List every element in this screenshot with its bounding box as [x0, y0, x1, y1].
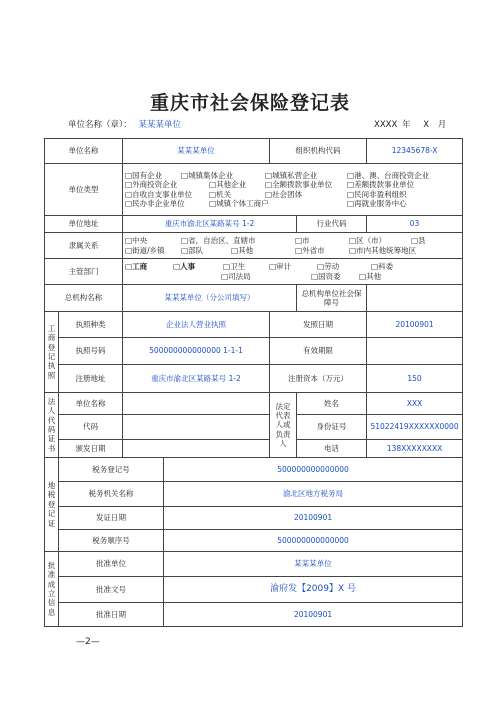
cert-date-value[interactable] [123, 440, 270, 458]
valid-period-label: 有效期限 [270, 338, 367, 365]
affiliation-option[interactable]: □外省市 [295, 245, 325, 255]
license-no-value[interactable]: 500000000000000 1-1-1 [123, 338, 270, 365]
affiliation-option[interactable]: □省，自治区、直辖市 [181, 236, 256, 246]
issue-date-label: 发照日期 [270, 312, 367, 338]
unit-type-option[interactable]: □城镇集体企业 [181, 170, 234, 180]
tax-seq-label: 税务顺序号 [59, 530, 164, 552]
id-number-value[interactable]: 51022419XXXXXX0000 [367, 415, 463, 440]
address-value[interactable]: 重庆市渝北区某路某号 1-2 [123, 216, 297, 233]
authority-option[interactable]: □劳动 [317, 262, 340, 272]
phone-value[interactable]: 138XXXXXXXX [367, 440, 463, 458]
reg-capital-label: 注册资本（万元） [270, 365, 367, 393]
table-row [45, 530, 463, 552]
table-row [45, 365, 463, 393]
month-value: X [423, 120, 430, 130]
table-row [45, 552, 463, 577]
affiliation-option[interactable]: □市内其他统筹地区 [349, 245, 417, 255]
authority-option[interactable]: □其他 [359, 271, 382, 281]
approval-section-label: 批准成立信息 [45, 552, 59, 627]
tax-no-value[interactable]: 500000000000000 [164, 458, 463, 482]
valid-period-value[interactable] [367, 338, 463, 365]
parent-ss-value[interactable] [367, 285, 463, 312]
issuer-label: 单位名称 [59, 393, 123, 415]
unit-type-option[interactable]: □城镇私营企业 [265, 170, 318, 180]
code-label: 代码 [59, 415, 123, 440]
issue-date-value[interactable]: 20100901 [367, 312, 463, 338]
table-row [45, 312, 463, 338]
affiliation-option[interactable]: □部队 [181, 245, 204, 255]
tax-section-label: 地税登记证 [45, 458, 59, 552]
page-title: 重庆市社会保险登记表 [149, 92, 350, 114]
unit-type-option[interactable]: □城镇个体工商户 [209, 198, 269, 208]
name-value[interactable]: XXX [367, 393, 463, 415]
table-row [45, 603, 463, 627]
unit-type-option[interactable]: □再就业服务中心 [347, 198, 407, 208]
tax-issue-date-value[interactable]: 20100901 [164, 507, 463, 530]
name-label: 姓名 [297, 393, 367, 415]
unit-type-options [123, 164, 463, 216]
reg-address-value[interactable]: 重庆市渝北区某路某号 1-2 [123, 365, 270, 393]
affiliation-option[interactable]: □县 [411, 236, 426, 246]
license-no-label: 执照号码 [59, 338, 123, 365]
phone-label: 电话 [297, 440, 367, 458]
affiliation-option[interactable]: □区（市） [349, 236, 387, 246]
table-row [45, 285, 463, 312]
affiliation-option[interactable]: □中央 [125, 236, 148, 246]
unit-type-option[interactable]: □差额拨款事业单位 [347, 180, 415, 190]
unit-name-label: 单位名称 [45, 139, 123, 164]
unit-name-header [68, 118, 181, 130]
authority-option[interactable]: □卫生 [223, 262, 246, 272]
org-code-label: 组织机构代码 [270, 139, 367, 164]
approve-doc-value[interactable]: 渝府发【2009】X 号 [164, 577, 463, 603]
unit-name-header-value: 某某某单位 [138, 120, 181, 130]
tax-seq-value[interactable]: 500000000000000 [164, 530, 463, 552]
id-number-label: 身份证号 [297, 415, 367, 440]
year-unit: 年 [402, 120, 411, 130]
license-type-value[interactable]: 企业法人营业执照 [123, 312, 270, 338]
table-row [45, 338, 463, 365]
unit-type-option[interactable]: □全额拨款事业单位 [265, 180, 333, 190]
industry-code-value[interactable]: 03 [367, 216, 463, 233]
unit-type-option[interactable]: □社会团体 [265, 189, 303, 199]
table-row [45, 139, 463, 164]
affiliation-label: 隶属关系 [45, 233, 123, 259]
year-value: XXXX [374, 120, 398, 130]
tax-office-label: 税务机关名称 [59, 482, 164, 507]
authority-option[interactable]: □科委 [371, 262, 394, 272]
industry-code-label: 行业代码 [297, 216, 367, 233]
parent-ss-label: 总机构单位社会保障号 [297, 285, 367, 312]
authority-option[interactable]: □工商 [125, 262, 148, 272]
page-number: —2— [76, 637, 100, 647]
table-row [45, 415, 463, 440]
code-value[interactable] [123, 415, 270, 440]
unit-name-header-label: 单位名称（章）： [68, 120, 132, 130]
table-row [45, 458, 463, 482]
table-row [45, 233, 463, 259]
unit-type-option[interactable]: □其他企业 [209, 180, 247, 190]
approve-date-label: 批准日期 [59, 603, 164, 627]
tax-no-label: 税务登记号 [59, 458, 164, 482]
authority-option[interactable]: □司法局 [221, 271, 251, 281]
reg-address-label: 注册地址 [59, 365, 123, 393]
legal-rep-label: 法定代表人或负责人 [270, 393, 297, 458]
license-type-label: 执照种类 [59, 312, 123, 338]
affiliation-options [123, 233, 463, 259]
authority-option[interactable]: □审计 [269, 262, 292, 272]
affiliation-option[interactable]: □其他 [231, 245, 254, 255]
org-code-value[interactable]: 12345678-X [367, 139, 463, 164]
unit-type-option[interactable]: □机关 [209, 189, 232, 199]
tax-office-value[interactable]: 渝北区地方税务局 [164, 482, 463, 507]
unit-type-option[interactable]: □民间非盈利组织 [347, 189, 407, 199]
unit-name-value[interactable]: 某某某单位 [123, 139, 270, 164]
approve-doc-label: 批准文号 [59, 577, 164, 603]
table-row [45, 482, 463, 507]
cert-date-label: 颁发日期 [59, 440, 123, 458]
approve-date-value[interactable]: 20100901 [164, 603, 463, 627]
affiliation-option[interactable]: □市 [295, 236, 310, 246]
table-row [45, 259, 463, 285]
table-row [45, 164, 463, 216]
issuer-value[interactable] [123, 393, 270, 415]
unit-type-option[interactable]: □港、澳、台商投资企业 [347, 170, 430, 180]
table-row [45, 216, 463, 233]
table-row [45, 393, 463, 415]
authority-option[interactable]: □人事 [173, 262, 196, 272]
unit-type-option[interactable]: □国有企业 [125, 170, 163, 180]
date-header [374, 118, 446, 130]
biz-reg-section-label: 工商登记执照 [45, 312, 59, 393]
table-row [45, 507, 463, 530]
legal-cert-section-label: 法人代码证书 [45, 393, 59, 458]
parent-org-label: 总机构名称 [45, 285, 123, 312]
reg-capital-value[interactable]: 150 [367, 365, 463, 393]
unit-type-option[interactable]: □民办非企业单位 [125, 198, 185, 208]
month-unit: 月 [437, 120, 447, 130]
affiliation-option[interactable]: □街道/乡镇 [125, 245, 165, 255]
authority-option[interactable]: □国资委 [311, 271, 341, 281]
tax-issue-date-label: 发证日期 [59, 507, 164, 530]
parent-org-value[interactable]: 某某某单位（分公司填写） [123, 285, 297, 312]
registration-form [44, 138, 463, 627]
table-row [45, 440, 463, 458]
address-label: 单位地址 [45, 216, 123, 233]
unit-type-label: 单位类型 [45, 164, 123, 216]
unit-type-option[interactable]: □外商投资企业 [125, 180, 178, 190]
authority-options [123, 259, 463, 285]
unit-type-option[interactable]: □自收自支事业单位 [125, 189, 193, 199]
approve-unit-value[interactable]: 某某某单位 [164, 552, 463, 577]
table-row [45, 577, 463, 603]
authority-label: 主管部门 [45, 259, 123, 285]
approve-unit-label: 批准单位 [59, 552, 164, 577]
